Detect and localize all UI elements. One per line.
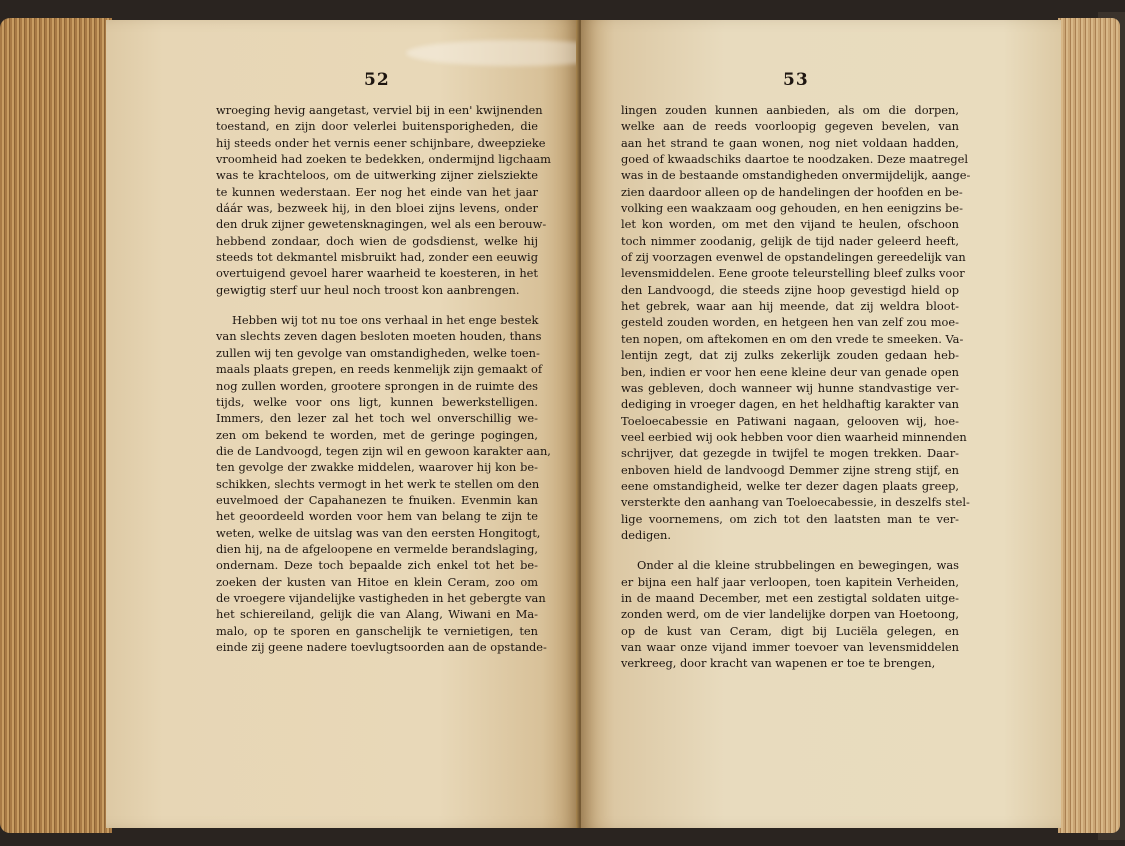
text-line: Onder al die kleine strubbelingen en bewegingen, was — [637, 558, 959, 573]
text-line: vroomheid had zoeken te bedekken, ondermijnd ligchaam — [216, 152, 551, 167]
text-line: den druk zijner gewetensknagingen, wel als een berouw- — [216, 217, 547, 232]
text-line: dáár was, bezweek hij, in den bloei zijns levens, onder — [216, 201, 538, 216]
text-line: of zij voorzagen evenwel de opstandelingen gereedelijk van — [621, 250, 966, 265]
right-page-edges — [1058, 18, 1120, 833]
text-line: zen om bekend te worden, met de geringe pogingen, — [216, 427, 538, 442]
text-line: den Landvoogd, die steeds zijne hoop gevestigd hield op — [621, 282, 959, 297]
page-text — [621, 102, 971, 672]
text-line: ten gevolge der zwakke middelen, waarover hij kon be- — [216, 460, 538, 475]
text-line: aan het strand te gaan wonen, nog niet voldaan hadden, — [621, 135, 959, 150]
text-line: er bijna een half jaar verloopen, toen kapitein Verheiden, — [621, 574, 959, 589]
text-line: dedigen. — [621, 527, 671, 542]
text-line: tijds, welke voor ons ligt, kunnen bewerkstelligen. — [216, 394, 538, 409]
paragraph-gap — [216, 298, 538, 312]
text-line: schrijver, dat gezegde in twijfel te mogen trekken. Daar- — [621, 446, 959, 461]
text-line: verkreeg, door kracht van wapenen er toe te brengen, — [621, 656, 936, 671]
text-line: hij steeds onder het vernis eener schijnbare, dweepzieke — [216, 135, 546, 150]
text-line: malo, op te sporen en ganschelijk te vernietigen, ten — [216, 623, 538, 638]
text-line: let kon worden, om met den vijand te heulen, ofschoon — [621, 217, 959, 232]
text-line: toch nimmer zoodanig, gelijk de tijd nader geleerd heeft, — [621, 233, 959, 248]
text-line: eene omstandigheid, welke ter dezer dagen plaats greep, — [621, 478, 959, 493]
right-page — [581, 20, 1061, 828]
text-line: overtuigend gevoel harer waarheid te koesteren, in het — [216, 266, 538, 281]
text-line: het schiereiland, gelijk die van Alang, Wiwani en Ma- — [216, 607, 538, 622]
text-line: ondernam. Deze toch bepaalde zich enkel tot het be- — [216, 558, 538, 573]
text-line: maals plaats grepen, en reeds kenmelijk zijn gemaakt of — [216, 362, 543, 377]
text-line: in de maand December, met een zestigtal soldaten uitge- — [621, 590, 959, 605]
text-line: was gebleven, doch wanneer wij hunne standvastige ver- — [621, 380, 959, 395]
text-line: zullen wij ten gevolge van omstandigheden, welke toen- — [216, 345, 540, 360]
page-text — [216, 102, 551, 655]
text-line: steeds tot dekmantel misbruikt had, zonder een eeuwig — [216, 250, 538, 265]
text-line: zonden werd, om de vier landelijke dorpen van Hoetoong, — [621, 607, 959, 622]
text-line: hebbend zondaar, doch wien de godsdienst, welke hij — [216, 233, 538, 248]
text-line: Immers, den lezer zal het toch wel onverschillig we- — [216, 411, 538, 426]
text-line: schikken, slechts vermogt in het werk te stellen om den — [216, 476, 540, 491]
page-number: 52 — [364, 70, 390, 90]
text-line: einde zij geene nadere toevlugtsoorden aan de opstande- — [216, 640, 547, 654]
text-line: goed of kwaadschiks daartoe te noodzaken. Deze maatregel — [621, 152, 969, 167]
text-line: was in de bestaande omstandigheden onvermijdelijk, aange- — [621, 168, 971, 183]
text-line: weten, welke de uitslag was van den eersten Hongitogt, — [216, 525, 541, 540]
text-line: die de Landvoogd, tegen zijn wil en gewoon karakter aan, — [216, 443, 551, 458]
text-line: ben, indien er voor hen eene kleine deur van genade open — [621, 364, 959, 379]
text-line: wroeging hevig aangetast, verviel bij in een' kwijnenden — [216, 103, 543, 117]
left-page — [106, 20, 580, 828]
text-line: van waar onze vijand immer toevoer van levensmiddelen — [621, 640, 959, 654]
text-line: van slechts zeven dagen besloten moeten houden, thans — [216, 329, 542, 344]
text-line: ten nopen, om aftekomen en om den vrede te smeeken. Va- — [621, 331, 964, 346]
text-line: zoeken der kusten van Hitoe en klein Ceram, zoo om — [216, 574, 538, 589]
text-line: de vroegere vijandelijke vastigheden in het gebergte van — [216, 590, 546, 605]
text-line: toestand, en zijn door velerlei buitensporigheden, die — [216, 119, 538, 134]
text-line: nog zullen worden, grootere sprongen in de ruimte des — [216, 378, 538, 393]
text-line: zien daardoor alleen op de handelingen der hoofden en be- — [621, 184, 963, 199]
text-line: welke aan de reeds voorloopig gegeven bevelen, van — [621, 119, 959, 134]
text-line: lentijn zegt, dat zij zulks zekerlijk zouden gedaan heb- — [621, 348, 959, 363]
text-line: lingen zouden kunnen aanbieden, als om die dorpen, — [621, 103, 959, 117]
text-line: dediging in vroeger dagen, en het heldhaftig karakter van — [621, 397, 959, 412]
text-line: veel eerbied wij ook hebben voor dien waarheid minnenden — [621, 429, 967, 444]
text-line: volking een waakzaam oog gehouden, en hen eenigzins be- — [621, 201, 964, 216]
text-line: op de kust van Ceram, digt bij Luciëla gelegen, en — [621, 623, 959, 638]
page-number: 53 — [783, 70, 809, 90]
text-line: Toeloecabessie en Patiwani nagaan, gelooven wij, hoe- — [621, 413, 959, 428]
left-page-edges — [0, 18, 112, 833]
text-line: lige voornemens, om zich tot den laatsten man te ver- — [621, 511, 959, 526]
text-line: te kunnen wederstaan. Eer nog het einde van het jaar — [216, 184, 538, 199]
text-line: dien hij, na de afgeloopene en vermelde berandslaging, — [216, 541, 538, 556]
text-line: Hebben wij tot nu toe ons verhaal in het enge bestek — [232, 313, 539, 328]
text-line: gesteld zouden worden, en hetgeen hen van zelf zou moe- — [621, 315, 959, 330]
paragraph-gap — [621, 543, 959, 557]
text-line: was te krachteloos, om de uitwerking zijner zielsziekte — [216, 168, 538, 183]
text-line: euvelmoed der Capahanezen te fnuiken. Evenmin kan — [216, 492, 538, 507]
text-line: enboven hield de landvoogd Demmer zijne streng stijf, en — [621, 462, 959, 477]
text-line: het gebrek, waar aan hij meende, dat zij weldra bloot- — [621, 299, 959, 314]
text-line: gewigtig sterf uur heul noch troost kon aanbrengen. — [216, 282, 520, 297]
text-line: het geoordeeld worden voor hem van belang te zijn te — [216, 509, 538, 524]
text-line: levensmiddelen. Eene groote teleurstelling bleef zulks voor — [621, 266, 965, 281]
text-line: versterkte den aanhang van Toeloecabessie, in deszelfs stel- — [621, 495, 970, 510]
